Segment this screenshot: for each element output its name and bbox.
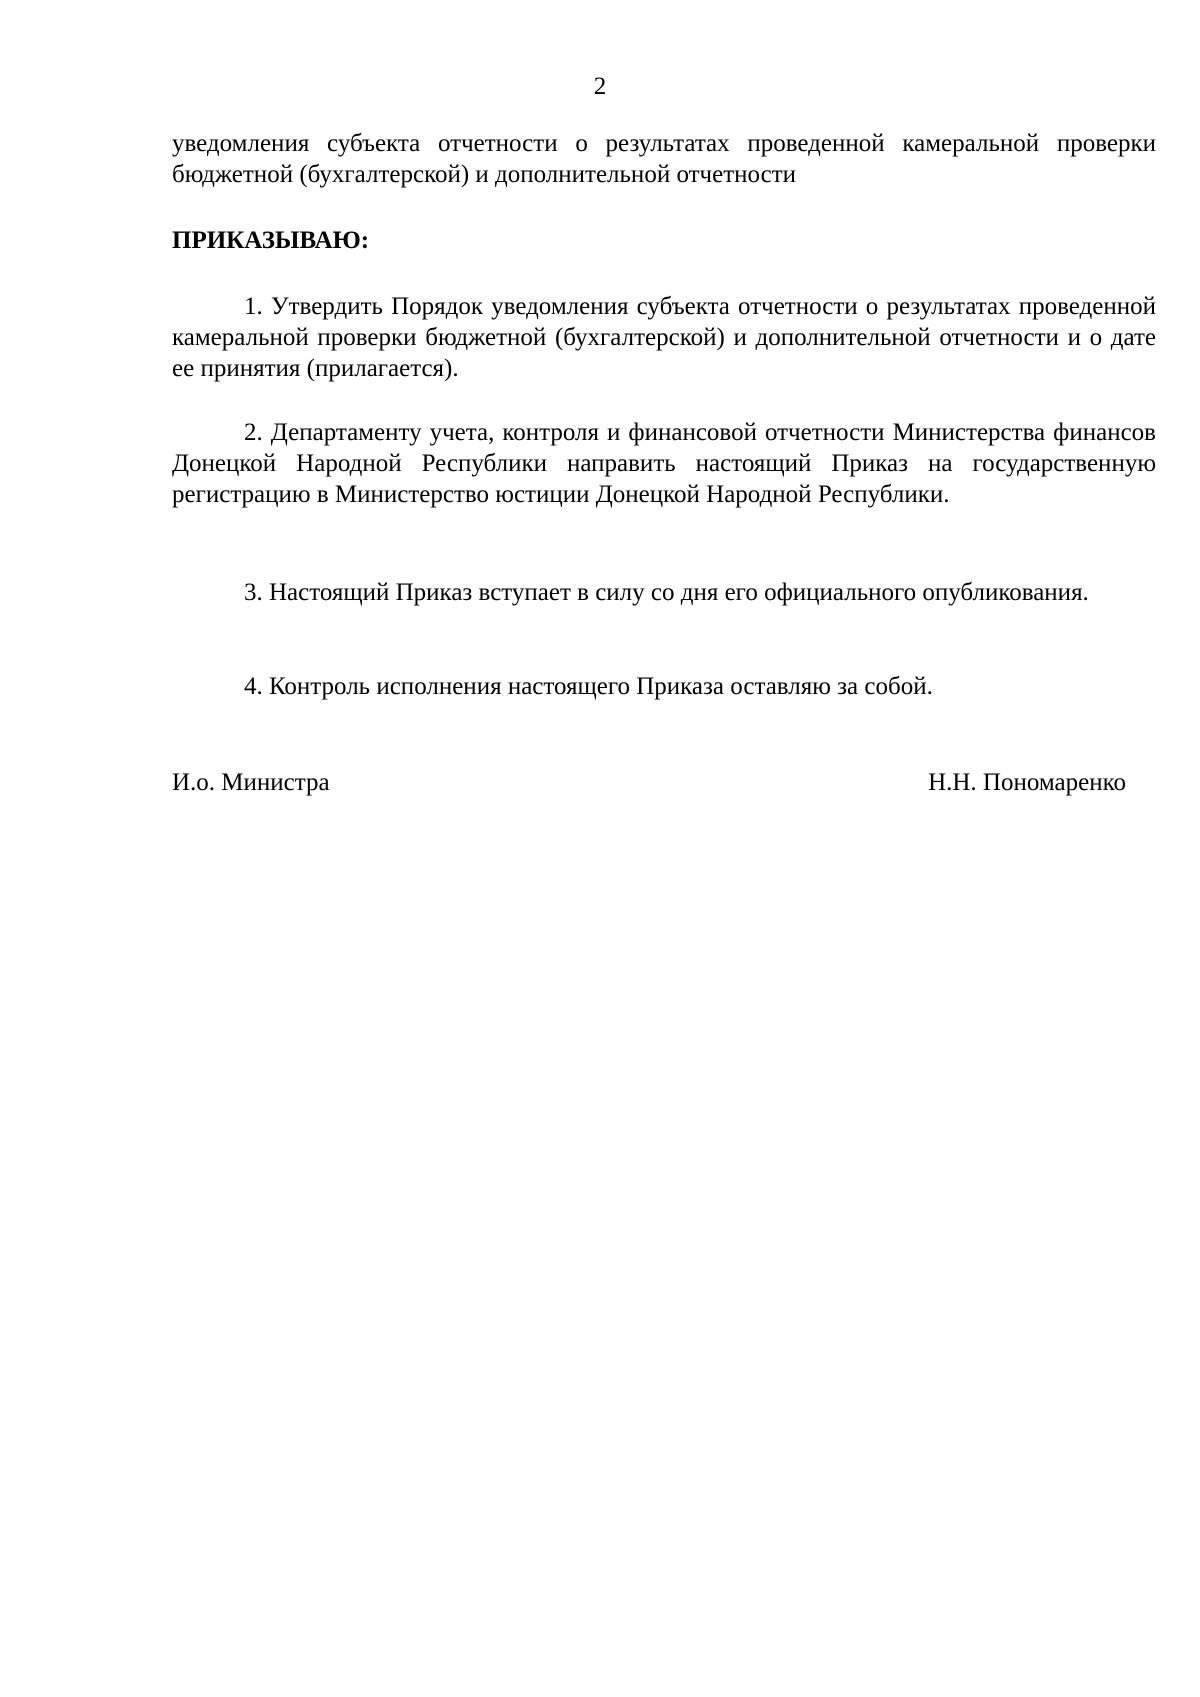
- intro-paragraph: уведомления субъекта отчетности о результатах проведенной камеральной проверки бюджетной (бухгалтерской) и дополнительной отчетности: [172, 130, 1156, 188]
- order-item-4: 4. Контроль исполнения настоящего Приказа оставляю за собой.: [244, 673, 933, 700]
- page-number: 2: [593, 73, 607, 100]
- signer-position: И.о. Министра: [172, 769, 330, 796]
- order-item-2: 2. Департаменту учета, контроля и финансовой отчетности Министерства финансов Донецкой Народной Республики направить настоящий Приказ на государственную регистрацию в Министерство юстиции Донецкой Народной Республики.: [172, 419, 1156, 508]
- order-heading: ПРИКАЗЫВАЮ:: [172, 227, 370, 254]
- signer-name: Н.Н. Пономаренко: [928, 769, 1126, 796]
- order-item-3: 3. Настоящий Приказ вступает в силу со дня его официального опубликования.: [244, 579, 1089, 606]
- signature-block: [172, 767, 1156, 798]
- order-item-1: 1. Утвердить Порядок уведомления субъекта отчетности о результатах проведенной камеральной проверки бюджетной (бухгалтерской) и дополнительной отчетности и о дате ее принятия (прилагается).: [172, 293, 1156, 382]
